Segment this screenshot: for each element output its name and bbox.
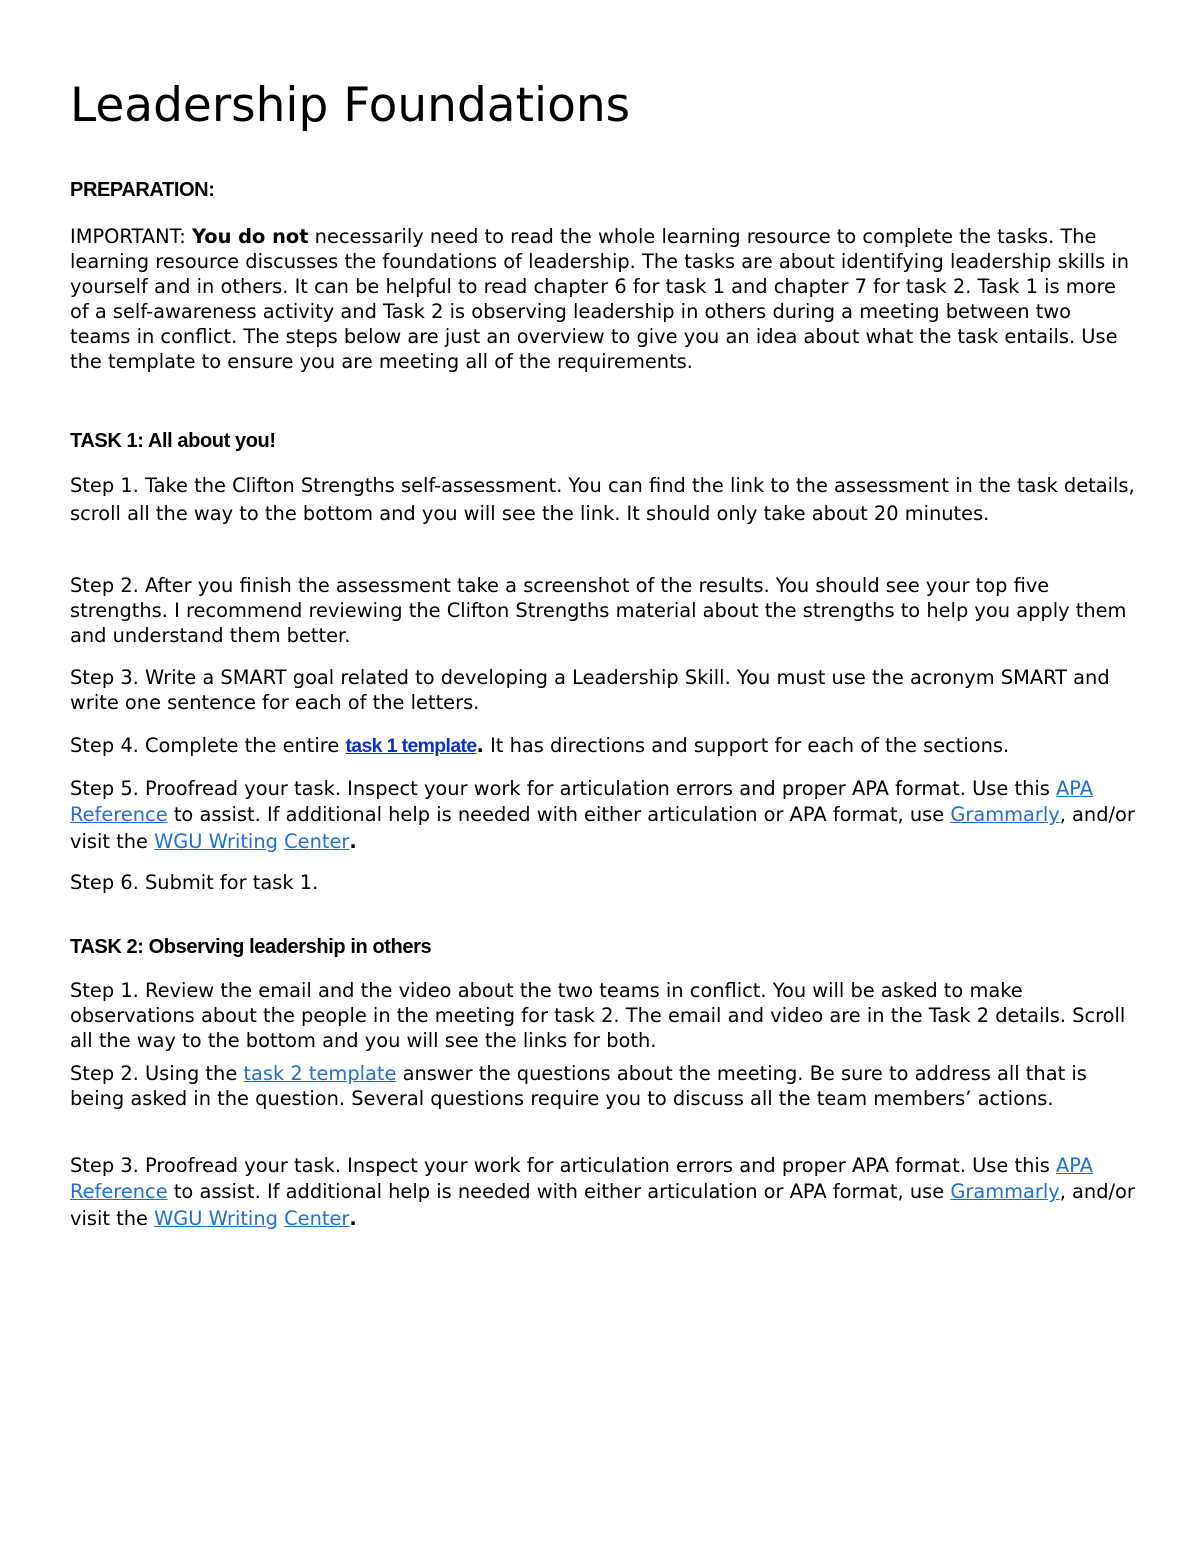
task1-step2: Step 2. After you finish the assessment take a screenshot of the results. You should see your top five strengths. I recommend reviewing the Clifton Strengths material about the strengths to help you apply them and understand them better. <box>70 574 1127 647</box>
task1-grammarly-link[interactable]: Grammarly <box>950 803 1060 827</box>
task2-step3-text: Step 3. Proofread your task. Inspect your work for articulation errors and proper APA format. Use this <box>70 1154 1057 1177</box>
task1-step4-text: Step 4. Complete the entire <box>70 734 346 757</box>
task1-step5-text-middle2: , and/or visit the <box>70 803 1135 853</box>
task2-step1: Step 1. Review the email and the video about the two teams in conflict. You will be asked to make observations about the people in the meeting for task 2. The email and video are in the Task 2 details. Scroll all the way to the bottom and you will see the links for both. <box>70 979 1126 1052</box>
task2-template-link[interactable]: task 2 template <box>243 1062 397 1085</box>
important-label: IMPORTANT: <box>70 225 192 248</box>
task1-step6: Step 6. Submit for task 1. <box>70 871 319 894</box>
task2-heading: TASK 2: Observing leadership in others <box>70 936 432 958</box>
task2-step2-text: Step 2. Using the <box>70 1062 244 1085</box>
task1-step4-text-after: It has directions and support for each of the sections. <box>483 734 1010 757</box>
task1-step3: Step 3. Write a SMART goal related to developing a Leadership Skill. You must use the acronym SMART and write one sentence for each of the letters. <box>70 666 1110 714</box>
preparation-text: necessarily need to read the whole learning resource to complete the tasks. The learning resource discusses the foundations of leadership. The tasks are about identifying leadership skills in yourself and in others. It can be helpful to read chapter 6 for task 1 and chapter 7 for task 2. Task 1 is more of a self-awareness activity and Task 2 is observing leadership in others during a meeting between two teams in conflict. The steps below are just an overview to give you an idea about what the task entails. Use the template to ensure you are meeting all of the requirements. <box>70 225 1130 373</box>
task1-wgu-writing-link[interactable]: WGU Writing <box>154 829 278 853</box>
task1-apa-reference-link[interactable]: APA Reference <box>70 777 1094 827</box>
task1-step5-text-middle: to assist. If additional help is needed with either articulation or APA format, use <box>167 803 951 827</box>
task2-step3 <box>70 1153 1135 1232</box>
task1-heading: TASK 1: All about you! <box>70 430 276 452</box>
task2-step3-text-middle2: , and/or visit the <box>70 1180 1135 1230</box>
task2-step2-text-after: answer the questions about the meeting. Be sure to address all that is being asked in the question. Several questions require you to discuss all the team members’ actions. <box>70 1062 1087 1110</box>
task2-step3-period: . <box>349 1206 357 1230</box>
preparation-paragraph <box>70 224 1135 374</box>
task2-step3-text-middle: to assist. If additional help is needed with either articulation or APA format, use <box>167 1180 951 1204</box>
important-emphasis: You do not <box>191 225 309 248</box>
task1-writing-center-link[interactable]: Center <box>284 829 350 853</box>
task2-apa-reference-link[interactable]: APA Reference <box>70 1154 1094 1204</box>
task2-writing-center-link[interactable]: Center <box>284 1206 350 1230</box>
task1-step5-period: . <box>349 829 357 853</box>
document-title: Leadership Foundations <box>70 78 631 133</box>
task2-grammarly-link[interactable]: Grammarly <box>950 1180 1060 1204</box>
task1-step4 <box>70 733 1135 759</box>
task1-template-link[interactable]: task 1 template <box>345 735 477 757</box>
preparation-heading: PREPARATION: <box>70 179 215 201</box>
task1-step5 <box>70 776 1135 855</box>
task1-step5-text: Step 5. Proofread your task. Inspect your work for articulation errors and proper APA format. Use this <box>70 777 1057 800</box>
task2-step2 <box>70 1061 1135 1111</box>
task1-step4-period: . <box>476 734 484 757</box>
task2-wgu-writing-link[interactable]: WGU Writing <box>154 1206 278 1230</box>
task1-step1: Step 1. Take the Clifton Strengths self-assessment. You can find the link to the assessment in the task details, scroll all the way to the bottom and you will see the link. It should only take about 20 minutes. <box>70 474 1135 525</box>
